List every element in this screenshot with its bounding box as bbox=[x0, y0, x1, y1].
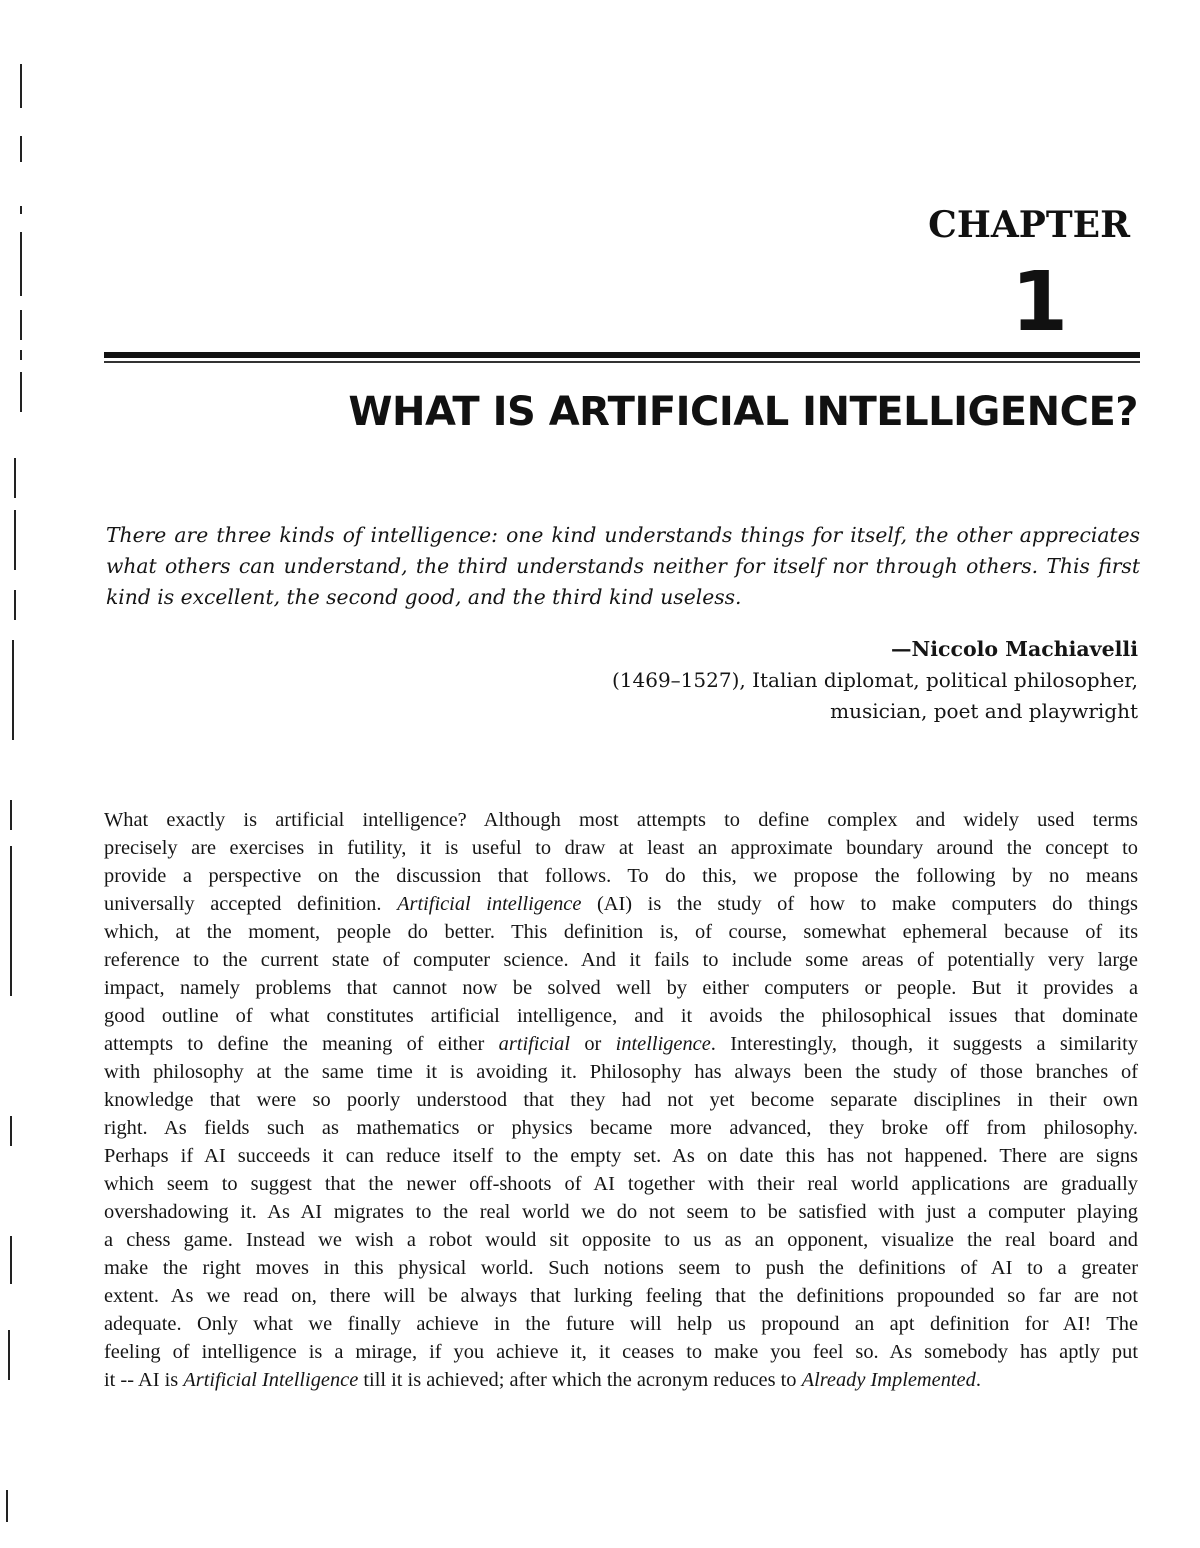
body-text-segment: precisely are exercises in futility, it is useful to draw at least an approximate boundary around the concept to bbox=[104, 837, 1138, 859]
body-text-segment: extent. As we read on, there will be always that lurking feeling that the definitions propounded so far are not bbox=[104, 1285, 1138, 1307]
body-line bbox=[104, 862, 1138, 890]
body-text-segment: impact, namely problems that cannot now be solved well by either computers or people. But it provides a bbox=[104, 977, 1138, 999]
body-text-segment: a chess game. Instead we wish a robot would sit opposite to us as an opponent, visualize the real board and bbox=[104, 1229, 1138, 1251]
body-text-segment: till it is achieved; after which the acronym reduces to bbox=[358, 1369, 802, 1391]
body-line bbox=[104, 1058, 1138, 1086]
epigraph-attribution bbox=[612, 634, 1138, 727]
chapter-title: WHAT IS ARTIFICIAL INTELLIGENCE? bbox=[348, 389, 1138, 435]
scan-edge-marks bbox=[0, 0, 40, 1548]
body-line bbox=[104, 1282, 1138, 1310]
emphasized-term: Artificial intelligence bbox=[397, 893, 582, 915]
body-text-segment: knowledge that were so poorly understood that they had not yet become separate disciplines in their own bbox=[104, 1089, 1138, 1111]
emphasized-term: artificial bbox=[498, 1033, 571, 1055]
body-text-segment: with philosophy at the same time it is avoiding it. Philosophy has always been the study of those branches of bbox=[104, 1061, 1138, 1083]
body-line bbox=[104, 1142, 1138, 1170]
body-line bbox=[104, 1198, 1138, 1226]
chapter-rule bbox=[104, 352, 1140, 358]
body-text-segment: or bbox=[570, 1033, 616, 1055]
body-text-segment: universally accepted definition. bbox=[104, 893, 398, 915]
chapter-number: 1 bbox=[1010, 255, 1068, 350]
body-line bbox=[104, 806, 1138, 834]
body-text-segment: overshadowing it. As AI migrates to the real world we do not seem to be satisfied with just a computer playing bbox=[104, 1201, 1138, 1223]
epigraph-author-description-line2: musician, poet and playwright bbox=[830, 699, 1138, 723]
body-text-segment: reference to the current state of computer science. And it fails to include some areas of potentially very large bbox=[104, 949, 1138, 971]
epigraph-author: —Niccolo Machiavelli bbox=[890, 637, 1138, 661]
body-text-segment: which seem to suggest that the newer off-shoots of AI together with their real world applications are gradually bbox=[104, 1173, 1138, 1195]
body-text-segment: . Interestingly, though, it suggests a similarity bbox=[710, 1033, 1138, 1055]
epigraph-author-description-line1: (1469–1527), Italian diplomat, political philosopher, bbox=[611, 668, 1138, 692]
body-text-segment: make the right moves in this physical world. Such notions seem to push the definitions of AI to a greater bbox=[104, 1257, 1138, 1279]
body-line bbox=[104, 1338, 1138, 1366]
emphasized-term: Artificial Intelligence bbox=[183, 1369, 359, 1391]
body-text-segment: attempts to define the meaning of either bbox=[104, 1033, 499, 1055]
body-line bbox=[104, 1086, 1138, 1114]
body-line bbox=[104, 890, 1138, 918]
body-text-segment: . bbox=[975, 1369, 981, 1391]
body-text-segment: right. As fields such as mathematics or physics became more advanced, they broke off from philosophy. bbox=[104, 1117, 1138, 1139]
body-text-segment: What exactly is artificial intelligence? Although most attempts to define complex and widely used terms bbox=[104, 809, 1138, 831]
body-paragraph bbox=[104, 806, 1138, 1394]
body-text-segment: feeling of intelligence is a mirage, if you achieve it, it ceases to make you feel so. As somebody has aptly put bbox=[104, 1341, 1138, 1363]
body-line bbox=[104, 918, 1138, 946]
body-line bbox=[104, 946, 1138, 974]
chapter-rule-thin bbox=[104, 361, 1140, 363]
body-line bbox=[104, 1002, 1138, 1030]
body-text-segment: adequate. Only what we finally achieve in the future will help us propound an apt definition for AI! The bbox=[104, 1313, 1138, 1335]
body-text-segment: it -- AI is bbox=[104, 1369, 184, 1391]
body-text-segment: (AI) is the study of how to make computers do things bbox=[581, 893, 1138, 915]
emphasized-term: Already Implemented bbox=[801, 1369, 976, 1391]
emphasized-term: intelligence bbox=[615, 1033, 711, 1055]
body-text-segment: provide a perspective on the discussion that follows. To do this, we propose the following by no means bbox=[104, 865, 1138, 887]
body-line bbox=[104, 1366, 1138, 1394]
epigraph-quote: There are three kinds of intelligence: one kind understands things for itself, the other appreciates what others can understand, the third understands neither for itself nor through others. This first kind is excellent, the second good, and the third kind useless. bbox=[106, 523, 1140, 609]
body-line bbox=[104, 1030, 1138, 1058]
body-line bbox=[104, 974, 1138, 1002]
body-line bbox=[104, 1226, 1138, 1254]
body-text-segment: Perhaps if AI succeeds it can reduce itself to the empty set. As on date this has not happened. There are signs bbox=[104, 1145, 1138, 1167]
body-line bbox=[104, 1310, 1138, 1338]
body-line bbox=[104, 834, 1138, 862]
body-line bbox=[104, 1170, 1138, 1198]
body-line bbox=[104, 1254, 1138, 1282]
chapter-label: CHAPTER bbox=[928, 204, 1130, 246]
body-line bbox=[104, 1114, 1138, 1142]
body-text-segment: good outline of what constitutes artificial intelligence, and it avoids the philosophical issues that dominate bbox=[104, 1005, 1138, 1027]
body-text-segment: which, at the moment, people do better. This definition is, of course, somewhat ephemeral because of its bbox=[104, 921, 1138, 943]
